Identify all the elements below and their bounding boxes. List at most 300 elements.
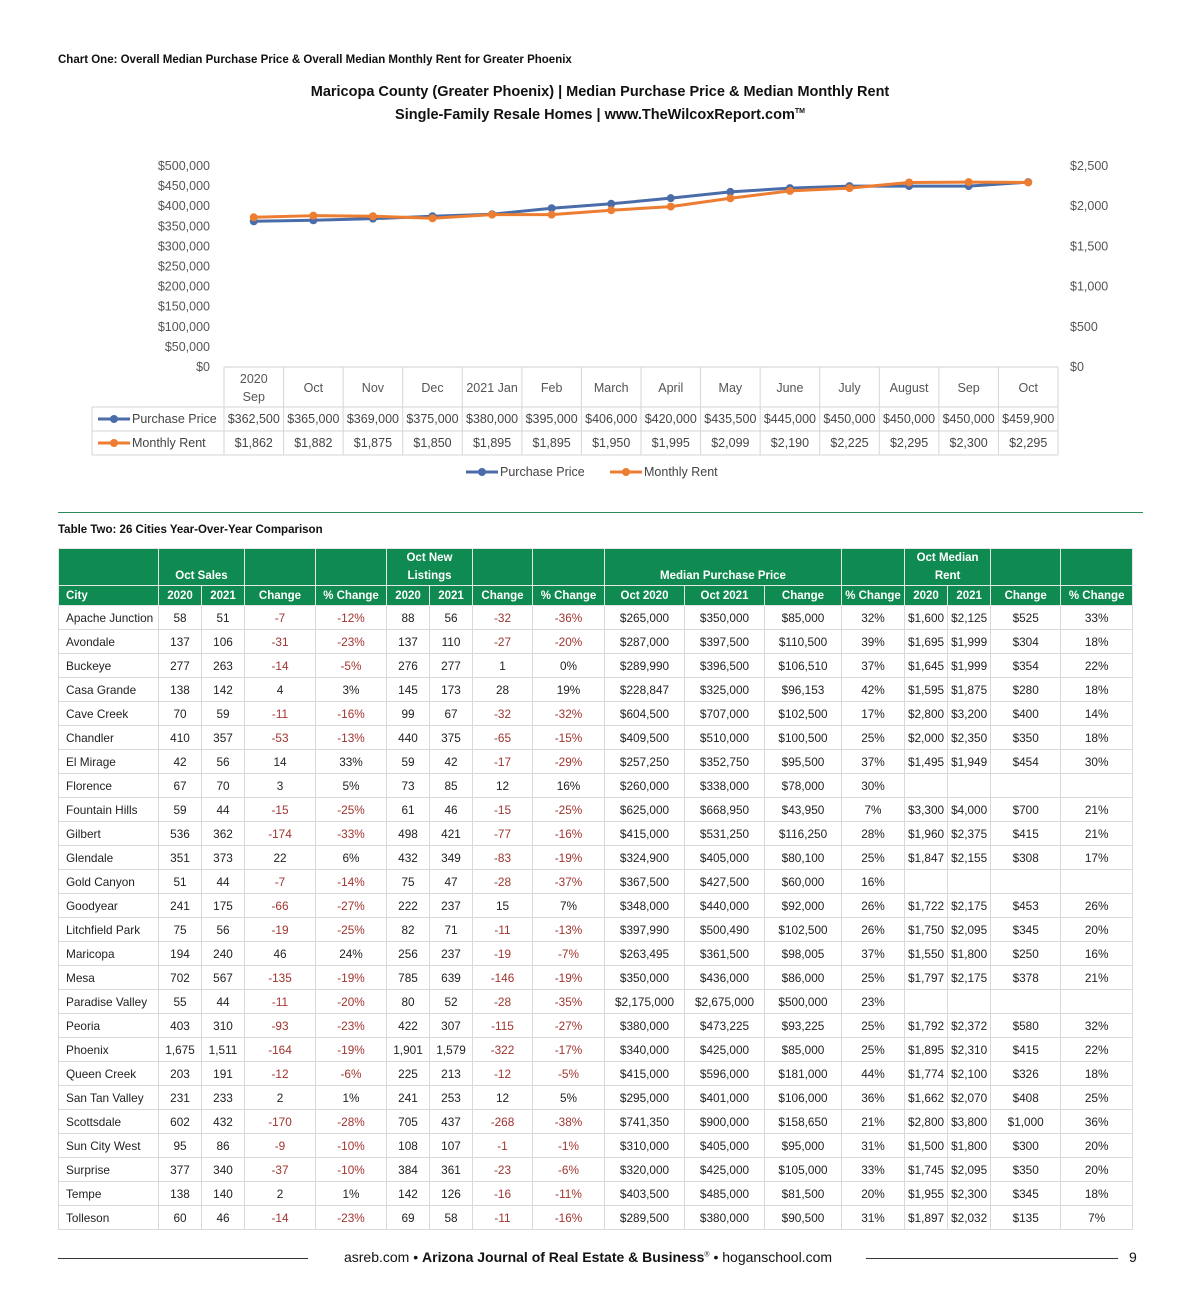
cities-comparison-table [58,548,1133,1230]
table-cell: $102,500 [765,702,842,726]
table-cell: $1,645 [905,654,948,678]
table-cell: 31% [842,1134,905,1158]
table-cell: $100,500 [765,726,842,750]
table-cell [991,774,1061,798]
table-cell: $116,250 [765,822,842,846]
table-cell: 52 [430,990,473,1014]
table-cell: 1,511 [202,1038,245,1062]
table-cell: -12% [316,606,387,630]
table-cell: -19% [533,966,605,990]
table-cell: 106 [202,630,245,654]
table-row [59,822,1133,846]
table-cell: 0% [533,654,605,678]
table-cell: 213 [430,1062,473,1086]
table-cell: -170 [245,1110,316,1134]
x-category-label: 2021 Jan [466,381,518,395]
table-cell: $380,000 [685,1206,765,1230]
monthly-rent-point [726,194,734,202]
table-cell: -15 [473,798,533,822]
table-cell: 4 [245,678,316,702]
table-cell: $401,000 [685,1086,765,1110]
y-right-tick-label: $1,000 [1070,279,1109,294]
table-cell: -322 [473,1038,533,1062]
table-cell: 51 [202,606,245,630]
table-cell: $350,000 [685,606,765,630]
table-row [59,1038,1133,1062]
table-cell: 47 [430,870,473,894]
data-table-value: $1,895 [472,436,512,450]
table-cell: -16% [533,1206,605,1230]
data-table-value: $2,190 [770,436,810,450]
data-table-value: $406,000 [585,412,638,426]
table-cell: $263,495 [605,942,685,966]
table-cell: 140 [202,1182,245,1206]
table-cell: 3 [245,774,316,798]
table-cell: $304 [991,630,1061,654]
table-cell: 225 [387,1062,430,1086]
city-name: Buckeye [59,654,159,678]
table-cell: 7% [533,894,605,918]
header-blank [842,549,905,586]
table-cell: 137 [387,630,430,654]
table-cell: $700 [991,798,1061,822]
table-cell: 421 [430,822,473,846]
monthly-rent-point [607,206,615,214]
y-right-tick-label: $1,500 [1070,239,1109,254]
header-blank [533,549,605,586]
table-cell: -25% [316,918,387,942]
table-cell: 22% [1061,654,1133,678]
table-cell: $1,999 [948,654,991,678]
table-cell: 1,901 [387,1038,430,1062]
table-cell: -65 [473,726,533,750]
table-cell: -32% [533,702,605,726]
table-cell: $1,949 [948,750,991,774]
y-left-tick-label: $400,000 [157,199,210,214]
table-cell: $3,200 [948,702,991,726]
table-cell [1061,990,1133,1014]
table-cell: 25% [842,846,905,870]
table-cell: 191 [202,1062,245,1086]
table-cell: 30% [842,774,905,798]
table-cell: 33% [842,1158,905,1182]
footer-rule-right [866,1258,1118,1259]
table-cell: $1,662 [905,1086,948,1110]
table-cell: 69 [387,1206,430,1230]
table-cell: $2,155 [948,846,991,870]
table-cell: -7 [245,606,316,630]
table-cell: -164 [245,1038,316,1062]
table-cell: -77 [473,822,533,846]
table-cell: $345 [991,918,1061,942]
table-cell: 237 [430,942,473,966]
y-left-tick-label: $50,000 [164,339,210,354]
column-header: Change [991,586,1061,606]
table-cell: 241 [159,894,202,918]
table-cell: $93,225 [765,1014,842,1038]
table-row [59,702,1133,726]
table-cell: $1,800 [948,942,991,966]
table-cell: -28% [316,1110,387,1134]
data-table-series-name: Purchase Price [132,412,217,426]
table-column-header-row [59,586,1133,606]
monthly-rent-point [1024,178,1032,186]
table-cell: $397,990 [605,918,685,942]
table-cell: -9 [245,1134,316,1158]
city-name: Goodyear [59,894,159,918]
table-cell: $1,895 [905,1038,948,1062]
table-cell [905,774,948,798]
column-header: 2021 [202,586,245,606]
table-cell: $85,000 [765,1038,842,1062]
table-cell: $340,000 [605,1038,685,1062]
table-cell: $110,500 [765,630,842,654]
table-cell: $1,550 [905,942,948,966]
table-row [59,726,1133,750]
table-cell: -27% [316,894,387,918]
table-cell: $135 [991,1206,1061,1230]
table-cell: 15 [473,894,533,918]
table-cell: $181,000 [765,1062,842,1086]
x-category-label: 2020 [239,372,268,386]
table-cell: 422 [387,1014,430,1038]
table-row [59,846,1133,870]
table-cell: 437 [430,1110,473,1134]
table-cell: 32% [842,606,905,630]
table-cell: $280 [991,678,1061,702]
table-cell: 12 [473,1086,533,1110]
table-cell: $510,000 [685,726,765,750]
city-name: Avondale [59,630,159,654]
table-cell: -20% [533,630,605,654]
table-cell: 145 [387,678,430,702]
table-cell: 231 [159,1086,202,1110]
table-cell: $265,000 [605,606,685,630]
table-cell: 310 [202,1014,245,1038]
data-table-value: $450,000 [883,412,936,426]
table-cell: $1,999 [948,630,991,654]
table-cell [1061,870,1133,894]
column-header: Change [473,586,533,606]
table-cell: $397,500 [685,630,765,654]
x-category-label: August [889,381,929,395]
table-cell: -27% [533,1014,605,1038]
table-cell: 31% [842,1206,905,1230]
table-cell: 12 [473,774,533,798]
table-cell: $1,897 [905,1206,948,1230]
table-cell: -23% [316,630,387,654]
data-table-value: $459,900 [1002,412,1055,426]
city-name: Tempe [59,1182,159,1206]
table-cell: -10% [316,1134,387,1158]
table-cell: 18% [1061,726,1133,750]
table-cell: 21% [842,1110,905,1134]
table-cell: 58 [159,606,202,630]
table-cell: $250 [991,942,1061,966]
table-cell: $2,350 [948,726,991,750]
table-cell: -16% [533,822,605,846]
x-category-label: Nov [361,381,385,395]
table-row [59,606,1133,630]
y-left-tick-label: $450,000 [157,179,210,194]
table-cell: $1,792 [905,1014,948,1038]
table-cell: 99 [387,702,430,726]
table-row [59,774,1133,798]
table-cell: 194 [159,942,202,966]
header-blank [59,549,159,586]
y-left-tick-label: $350,000 [157,219,210,234]
table-cell: $95,000 [765,1134,842,1158]
table-cell: $378 [991,966,1061,990]
column-header: 2020 [387,586,430,606]
table-cell: 377 [159,1158,202,1182]
table-cell [948,870,991,894]
table-cell: 277 [430,654,473,678]
table-cell: $2,300 [948,1182,991,1206]
table-cell: 75 [159,918,202,942]
table-cell: $3,300 [905,798,948,822]
table-cell: 56 [430,606,473,630]
section-divider [58,512,1143,513]
table-cell: 80 [387,990,430,1014]
table-cell: $1,774 [905,1062,948,1086]
table-cell: 25% [842,1038,905,1062]
x-category-label: Oct [1018,381,1038,395]
table-cell: $289,500 [605,1206,685,1230]
table-cell: 5% [316,774,387,798]
table-cell: $96,153 [765,678,842,702]
table-cell: 51 [159,870,202,894]
column-header: 2021 [430,586,473,606]
table-cell: 7% [1061,1206,1133,1230]
table-cell: 2 [245,1182,316,1206]
data-table-value: $450,000 [942,412,995,426]
data-table-value: $375,000 [406,412,459,426]
table-cell: 256 [387,942,430,966]
x-category-label: Sep [957,381,980,395]
table-cell: -15% [533,726,605,750]
table-cell: $436,000 [685,966,765,990]
table-cell: 59 [202,702,245,726]
table-cell: 46 [245,942,316,966]
y-right-tick-label: $2,500 [1070,159,1109,173]
table-cell: 30% [1061,750,1133,774]
data-table-value: $1,895 [532,436,571,450]
table-cell [991,990,1061,1014]
table-cell: 39% [842,630,905,654]
table-cell: $90,500 [765,1206,842,1230]
table-cell: 25% [1061,1086,1133,1110]
header-oct-sales: Oct Sales [159,549,245,586]
table-cell: -17 [473,750,533,774]
table-cell: $415,000 [605,822,685,846]
table-cell: 37% [842,654,905,678]
table-cell: 403 [159,1014,202,1038]
table-cell: 21% [1061,822,1133,846]
table-cell: 137 [159,630,202,654]
legend-marker [478,468,486,476]
registered-mark: ® [704,1251,710,1259]
y-left-tick-label: $200,000 [157,279,210,294]
data-table-value: $362,500 [227,412,280,426]
monthly-rent-point [846,184,854,192]
table-cell: -32 [473,702,533,726]
table-cell: $2,675,000 [685,990,765,1014]
city-name: El Mirage [59,750,159,774]
table-cell: $361,500 [685,942,765,966]
table-cell: $1,600 [905,606,948,630]
table-cell: $525 [991,606,1061,630]
table-cell: 222 [387,894,430,918]
table-cell: -11 [245,990,316,1014]
table-cell: -29% [533,750,605,774]
city-name: Cave Creek [59,702,159,726]
data-table-value: $2,225 [830,436,869,450]
table-row [59,678,1133,702]
table-cell: -11 [473,1206,533,1230]
table-cell: $403,500 [605,1182,685,1206]
table-row [59,966,1133,990]
table-cell: $80,100 [765,846,842,870]
table-cell: -66 [245,894,316,918]
table-cell: $1,500 [905,1134,948,1158]
table-cell: 142 [202,678,245,702]
table-row [59,750,1133,774]
table-cell: 1% [316,1182,387,1206]
table-cell: 1% [316,1086,387,1110]
table-cell: $81,500 [765,1182,842,1206]
table-cell: 785 [387,966,430,990]
table-cell: 173 [430,678,473,702]
table-cell: $396,500 [685,654,765,678]
table-cell: 26% [842,918,905,942]
table-cell: 602 [159,1110,202,1134]
table-cell: -10% [316,1158,387,1182]
table-cell: -93 [245,1014,316,1038]
city-name: Peoria [59,1014,159,1038]
chart-subtitle-text: Single-Family Resale Homes | www.TheWilcoxReport.com [395,107,795,123]
table-cell: $440,000 [685,894,765,918]
table-cell: $2,375 [948,822,991,846]
table-cell: $1,722 [905,894,948,918]
table-cell: $625,000 [605,798,685,822]
table-row [59,654,1133,678]
data-table-value: $369,000 [346,412,399,426]
purchase-price-point [667,194,675,202]
column-header: Oct 2021 [685,586,765,606]
monthly-rent-point [488,211,496,219]
column-header: Change [245,586,316,606]
table-cell: $105,000 [765,1158,842,1182]
table-cell: 237 [430,894,473,918]
table-cell: $408 [991,1086,1061,1110]
table-cell [948,990,991,1014]
table-cell: 20% [1061,1158,1133,1182]
table-cell: -37 [245,1158,316,1182]
table-cell: $350,000 [605,966,685,990]
y-left-tick-label: $150,000 [157,299,210,314]
y-left-tick-label: $300,000 [157,239,210,254]
table-row [59,1062,1133,1086]
table-cell: 536 [159,822,202,846]
column-header: % Change [316,586,387,606]
table-cell: 36% [842,1086,905,1110]
table-cell: 56 [202,918,245,942]
table-cell: $228,847 [605,678,685,702]
table-cell: 70 [202,774,245,798]
table-cell: 18% [1061,678,1133,702]
table-cell: $2,125 [948,606,991,630]
data-table-value: $2,099 [711,436,750,450]
table-cell: $425,000 [685,1158,765,1182]
table-cell: $326 [991,1062,1061,1086]
city-name: Mesa [59,966,159,990]
city-name: Apache Junction [59,606,159,630]
table-cell: 28% [842,822,905,846]
table-cell: 1 [473,654,533,678]
table-cell: $352,750 [685,750,765,774]
table-cell: $405,000 [685,846,765,870]
table-cell [948,774,991,798]
table-cell: $415 [991,1038,1061,1062]
table-cell: -25% [316,798,387,822]
table-cell: -37% [533,870,605,894]
table-cell: $310,000 [605,1134,685,1158]
table-cell: 440 [387,726,430,750]
table-cell: 357 [202,726,245,750]
table-cell: -36% [533,606,605,630]
monthly-rent-point [309,212,317,220]
table-cell: $260,000 [605,774,685,798]
table-cell: -23% [316,1206,387,1230]
table-cell: 1,675 [159,1038,202,1062]
trademark-mark: TM [794,108,805,116]
table-cell: -14 [245,654,316,678]
table-cell: 233 [202,1086,245,1110]
table-cell: $1,745 [905,1158,948,1182]
data-table-legend-marker [110,415,118,423]
table-cell: $1,960 [905,822,948,846]
table-cell: 70 [159,702,202,726]
x-category-label: March [593,381,629,395]
column-header: 2020 [905,586,948,606]
chart-subtitle [0,107,1200,123]
table-cell: -11 [245,702,316,726]
table-cell: -35% [533,990,605,1014]
data-table-value: $1,995 [651,436,690,450]
table-cell: 33% [1061,606,1133,630]
table-cell: $60,000 [765,870,842,894]
x-category-label: Feb [540,381,563,395]
table-cell: 432 [387,846,430,870]
table-cell: 22% [1061,1038,1133,1062]
table-cell: $308 [991,846,1061,870]
table-cell: $158,650 [765,1110,842,1134]
table-cell: $596,000 [685,1062,765,1086]
monthly-rent-point [429,214,437,222]
header-blank [473,549,533,586]
table-cell: 23% [842,990,905,1014]
table-cell: 95 [159,1134,202,1158]
table-cell: -5% [316,654,387,678]
y-left-tick-label: $500,000 [157,159,210,173]
table-cell: -11 [473,918,533,942]
table-cell: 42% [842,678,905,702]
data-table-value: $2,300 [949,436,988,450]
table-cell: 18% [1061,1062,1133,1086]
table-cell: 59 [387,750,430,774]
price-rent-chart [0,150,1200,500]
